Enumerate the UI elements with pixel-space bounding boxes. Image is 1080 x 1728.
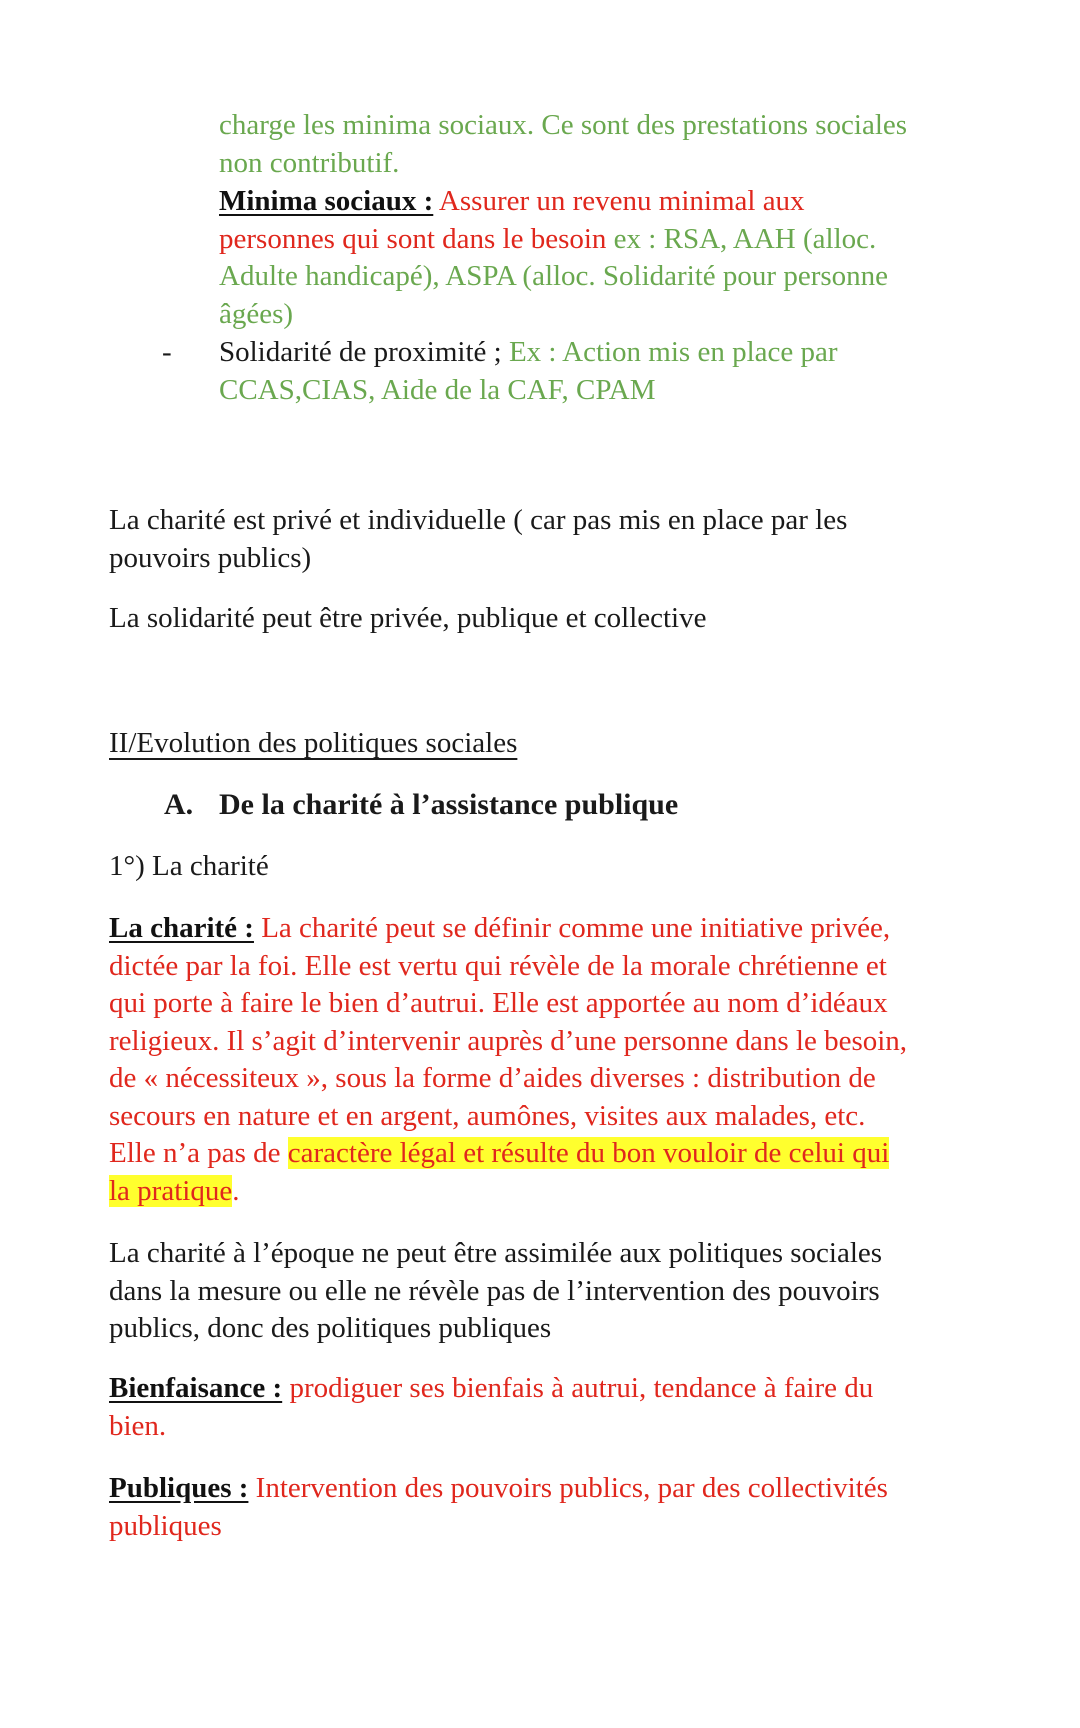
intro-text <box>219 107 907 182</box>
charity-def-l2: dictée par la foi. Elle est vertu qui révèle de la morale chrétienne et <box>109 949 887 982</box>
bienfaisance-def-1: prodiguer ses bienfais à autrui, tendance à faire du <box>282 1372 874 1404</box>
charity-def-highlight-2: la pratique <box>109 1174 233 1207</box>
proximite-example-2: CCAS,CIAS, Aide de la CAF, CPAM <box>219 373 656 406</box>
subheading-a <box>164 786 193 824</box>
charity-era-l2: dans la mesure ou elle ne révèle pas de l’intervention des pouvoirs <box>109 1274 880 1307</box>
proximite-label: Solidarité de proximité ; <box>219 336 502 368</box>
publiques-term: Publiques : <box>109 1472 249 1504</box>
charity-private-paragraph <box>109 502 847 577</box>
minima-def-red: Assurer un revenu minimal aux <box>433 185 805 217</box>
minima-sociaux-term: Minima sociaux : <box>219 185 434 217</box>
charity-definition <box>109 910 907 1210</box>
charity-era-l1: La charité à l’époque ne peut être assimilée aux politiques sociales <box>109 1237 883 1269</box>
bullet-dash: - <box>162 336 172 368</box>
publiques-def-2: publiques <box>109 1509 222 1542</box>
intro-line-1: charge les minima sociaux. Ce sont des prestations sociales <box>219 109 908 141</box>
subheading-letter: A. <box>164 788 194 821</box>
subheading-a-title: De la charité à l’assistance publique <box>219 788 679 821</box>
minima-sociaux-definition <box>219 183 888 333</box>
minima-def-green: ex : RSA, AAH (alloc. <box>606 222 877 255</box>
minima-line-3: Adulte handicapé), ASPA (alloc. Solidarité pour personne <box>219 260 889 292</box>
solidarite-proximite <box>219 334 838 409</box>
charity-def-l8b: . <box>232 1174 240 1207</box>
charity-def-l6: secours en nature et en argent, aumônes, visites aux malades, etc. <box>109 1099 866 1132</box>
section-2-title: II/Evolution des politiques sociales <box>109 727 518 759</box>
proximite-example-1: Ex : Action mis en place par <box>501 336 838 368</box>
bienfaisance-def-2: bien. <box>109 1409 167 1442</box>
intro-line-2: non contributif. <box>219 146 400 179</box>
charity-def-l7a: Elle n’a pas de <box>109 1137 288 1169</box>
charity-def-l5: de « nécessiteux », sous la forme d’aides diverses : distribution de <box>109 1062 876 1094</box>
charity-private-line-2: pouvoirs publics) <box>109 541 312 574</box>
charity-private-line-1: La charité est privé et individuelle ( car pas mis en place par les <box>109 504 848 536</box>
charity-term: La charité : <box>109 912 254 944</box>
publiques-def-1: Intervention des pouvoirs publics, par des collectivités <box>248 1472 888 1504</box>
solidarity-line: La solidarité peut être privée, publique et collective <box>109 602 707 634</box>
charity-def-highlight-1: caractère légal et résulte du bon vouloir de celui qui <box>287 1137 890 1169</box>
bienfaisance-definition <box>109 1370 873 1445</box>
solidarity-paragraph <box>109 600 706 638</box>
publiques-definition <box>109 1470 888 1545</box>
charity-era-paragraph <box>109 1235 882 1348</box>
bienfaisance-term: Bienfaisance : <box>109 1372 283 1404</box>
minima-line-4: âgées) <box>219 297 294 330</box>
charity-def-l3: qui porte à faire le bien d’autrui. Elle est apportée au nom d’idéaux <box>109 987 888 1019</box>
charity-era-l3: publics, donc des politiques publiques <box>109 1312 552 1344</box>
charity-def-l1: La charité peut se définir comme une initiative privée, <box>253 912 891 944</box>
item-1-charity: 1°) La charité <box>109 850 269 882</box>
minima-def-red-2: personnes qui sont dans le besoin <box>219 222 607 255</box>
charity-def-l4: religieux. Il s’agit d’intervenir auprès d’une personne dans le besoin, <box>109 1024 908 1057</box>
